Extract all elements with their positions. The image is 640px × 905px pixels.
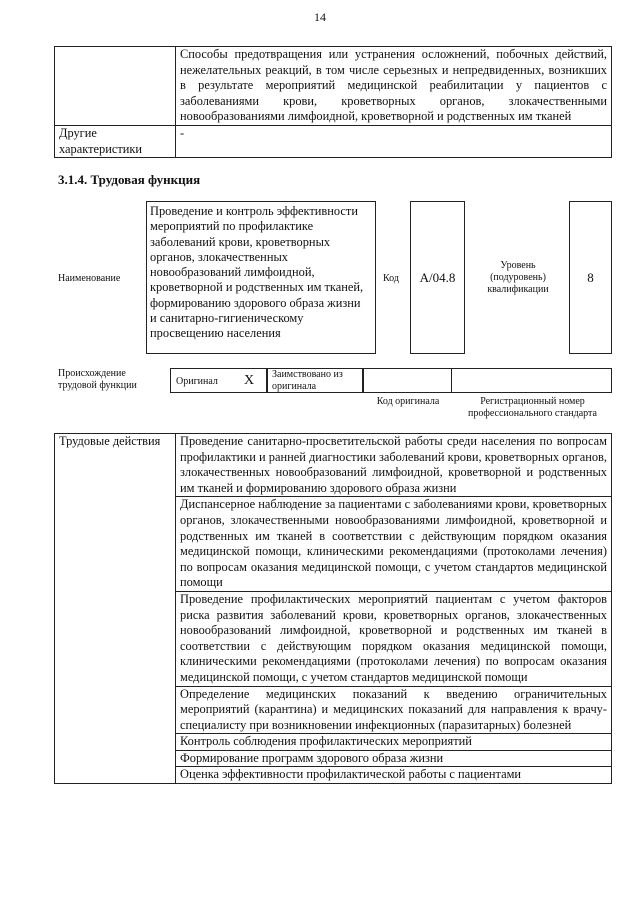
code-value: А/04.8 — [419, 270, 456, 285]
action-item: Оценка эффективности профилактической работы с пациентами — [176, 767, 612, 784]
labor-actions-label: Трудовые действия — [55, 434, 176, 784]
action-item: Диспансерное наблюдение за пациентами с заболеваниями крови, кроветворных органов, злокачественными новообразованиями лимфоидной, кроветворной и родственных им тканей в соответствии с действующим порядком оказания медицинской помощи, клиническими рекомендациями (протоколами лечения) по вопросам оказания медицинской помощи, с учетом стандартов медицинской помощи — [176, 497, 612, 592]
page-number: 14 — [314, 10, 326, 24]
table-row — [55, 434, 612, 497]
section-heading: 3.1.4. Трудовая функция — [58, 172, 201, 187]
reg-number-box — [451, 368, 612, 393]
other-characteristics-label: Другие характеристики — [55, 125, 176, 157]
action-item: Определение медицинских показаний к введению ограничительных мероприятий (карантина) и медицинских показаний для направления к врачу-специалисту при возникновении инфекционных (паразитарных) болезней — [176, 686, 612, 734]
function-name: Проведение и контроль эффективности мероприятий по профилактике заболеваний крови, кроветворных органов, злокачественных новообразований лимфоидной, кроветворной и родственных им тканей, формированию здорового образа жизни и санитарно-гигиеническому просвещению населения — [150, 204, 364, 341]
original-label: Оригинал — [176, 376, 218, 387]
cell-prevention-methods: Способы предотвращения или устранения осложнений, побочных действий, нежелательных реакций, в том числе серьезных и непредвиденных, возникших в результате мероприятий медицинской реабилитации у пациентов с заболеваниями крови, кроветворных органов, злокачественными новообразованиями лимфоидной, кроветворной и родственных им тканей — [176, 47, 612, 126]
code-label: Код — [383, 273, 399, 284]
reg-number-caption: Регистрационный номер профессионального стандарта — [468, 396, 597, 419]
other-characteristics-value: - — [176, 125, 612, 157]
action-item: Проведение профилактических мероприятий пациентам с учетом факторов риска развития заболеваний крови, кроветворных органов, злокачественных новообразований лимфоидной, кроветворной и родственных им тканей в соответствии с действующим порядком оказания медицинской помощи, клиническими рекомендациями (протоколами лечения) по вопросам оказания медицинской помощи, с учетом стандартов медицинской помощи — [176, 591, 612, 686]
action-item: Контроль соблюдения профилактических мероприятий — [176, 734, 612, 751]
original-mark: X — [244, 373, 255, 388]
action-item: Формирование программ здорового образа жизни — [176, 750, 612, 767]
borrowed-label: Заимствовано из оригинала — [272, 369, 343, 392]
action-item: Проведение санитарно-просветительской работы среди населения по вопросам профилактики и ранней диагностики заболеваний крови, кроветворных органов, злокачественных новообразований лимфоидной, кроветворной и родственных им тканей и формированию здорового образа жизни — [176, 434, 612, 497]
table-row — [55, 47, 612, 126]
labor-actions-table — [54, 433, 612, 784]
code-original-box — [363, 368, 452, 393]
level-label: Уровень (подуровень) квалификации — [487, 260, 549, 295]
empty-cell — [55, 47, 176, 126]
code-original-caption: Код оригинала — [376, 396, 440, 407]
characteristics-table — [54, 46, 612, 158]
level-value: 8 — [587, 270, 594, 285]
name-label: Наименование — [58, 273, 121, 284]
table-row — [55, 125, 612, 157]
origin-label: Происхождение трудовой функции — [58, 368, 137, 391]
